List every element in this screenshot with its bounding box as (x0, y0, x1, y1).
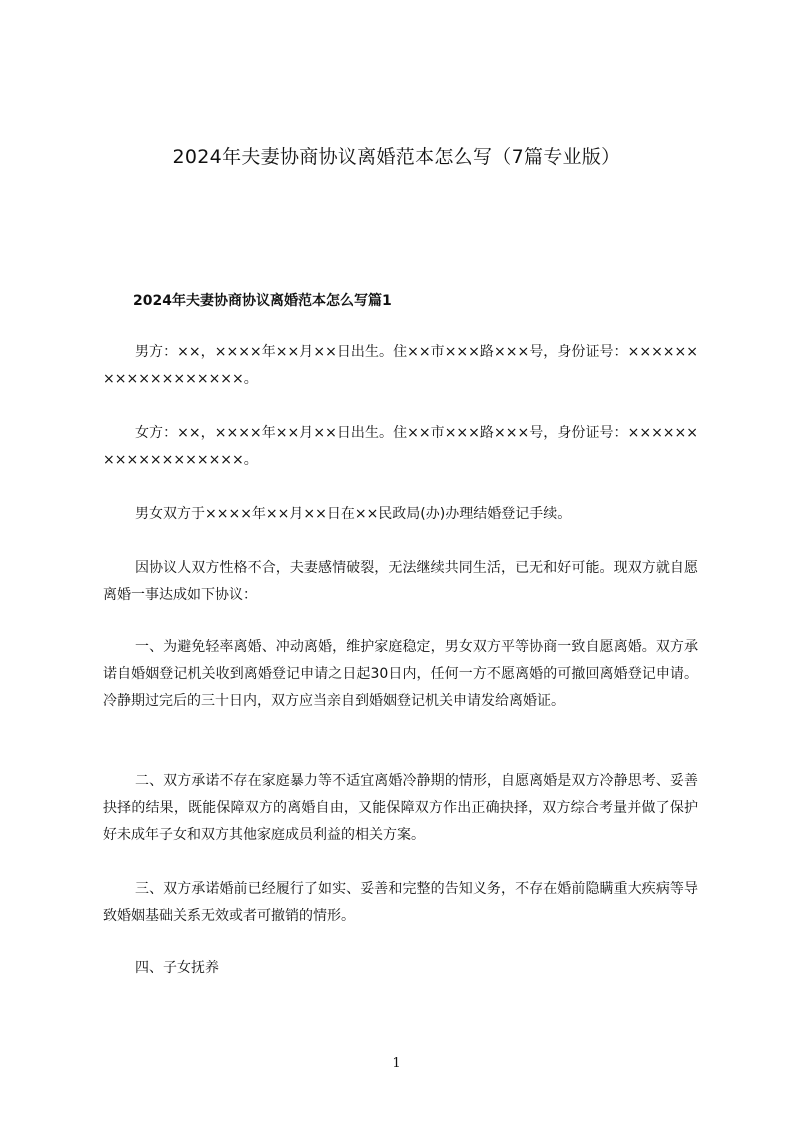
paragraph-clause-2: 二、双方承诺不存在家庭暴力等不适宜离婚冷静期的情形，自愿离婚是双方冷静思考、妥善抉择的结果，既能保障双方的离婚自由，又能保障双方作出正确抉择，双方综合考量并做了保护好未成年子女和双方其他家庭成员利益的相关方案。 (103, 773, 698, 843)
paragraph-marriage-registration: 男女双方于××××年××月××日在××民政局(办)办理结婚登记手续。 (135, 506, 572, 522)
paragraph-clause-4-heading: 四、子女抚养 (135, 960, 219, 976)
document-title: 2024年夫妻协商协议离婚范本怎么写（7篇专业版） (172, 146, 621, 168)
section-heading: 2024年夫妻协商协议离婚范本怎么写篇1 (133, 293, 392, 309)
page-number: 1 (392, 1056, 401, 1071)
paragraph-clause-1: 一、为避免轻率离婚、冲动离婚，维护家庭稳定，男女双方平等协商一致自愿离婚。双方承诺自婚姻登记机关收到离婚登记申请之日起30日内，任何一方不愿离婚的可撤回离婚登记申请。冷静期过完后的三十日内，双方应当亲自到婚姻登记机关申请发给离婚证。 (103, 639, 698, 709)
paragraph-clause-3: 三、双方承诺婚前已经履行了如实、妥善和完整的告知义务，不存在婚前隐瞒重大疾病等导致婚姻基础关系无效或者可撤销的情形。 (103, 881, 698, 924)
paragraph-husband-info: 男方：××，××××年××月××日出生。住××市×××路×××号，身份证号：××××××××××××××××××。 (103, 344, 698, 387)
paragraph-divorce-reason: 因协议人双方性格不合，夫妻感情破裂，无法继续共同生活，已无和好可能。现双方就自愿离婚一事达成如下协议： (103, 560, 698, 603)
paragraph-wife-info: 女方：××，××××年××月××日出生。住××市×××路×××号，身份证号：××××××××××××××××××。 (103, 425, 698, 468)
